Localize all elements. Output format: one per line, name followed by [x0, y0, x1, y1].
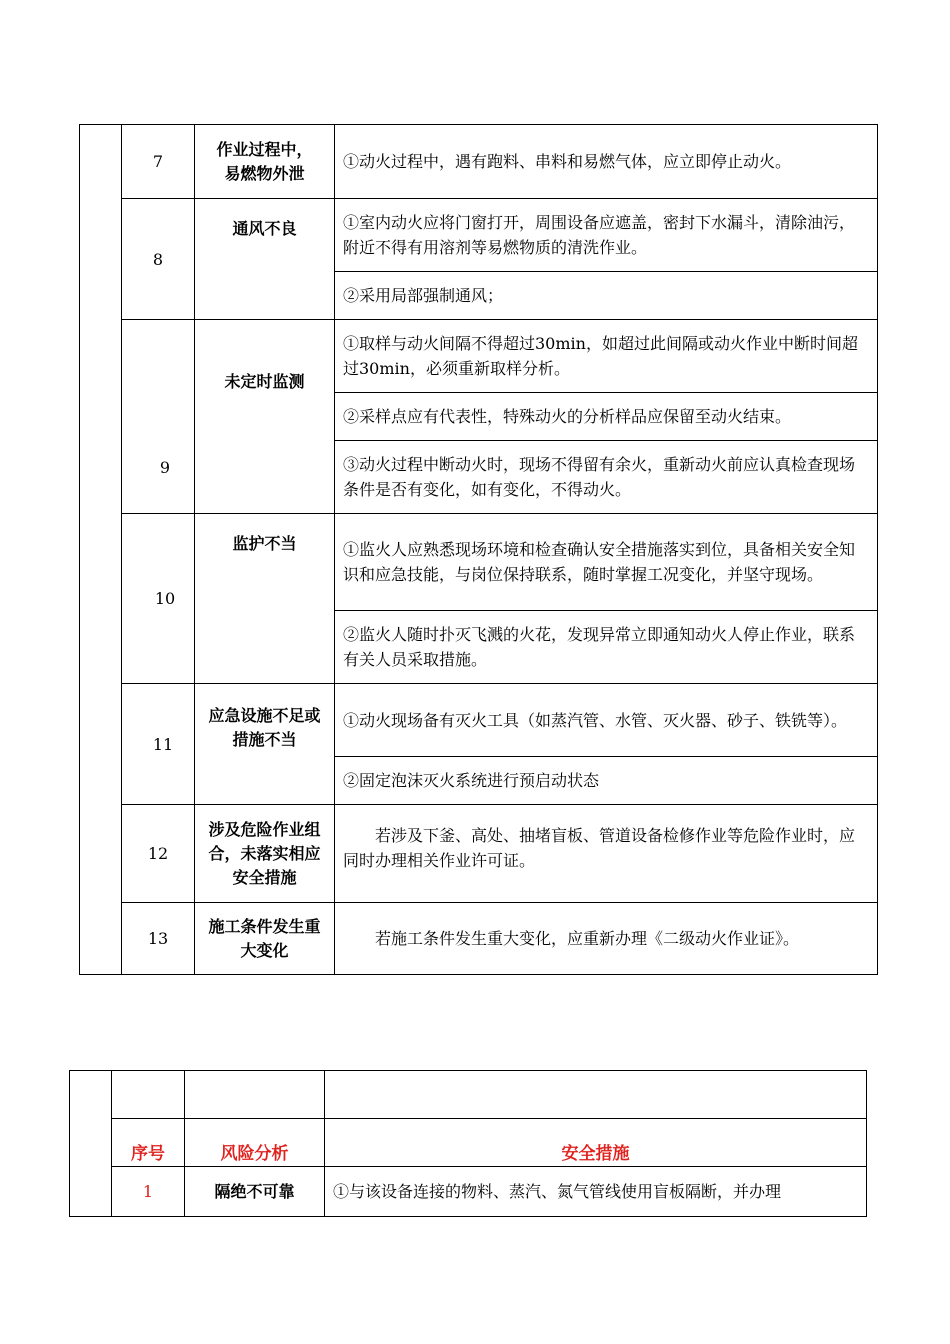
measure-cell: ①监火人应熟悉现场环境和检查确认安全措施落实到位，具备相关安全知识和应急技能，与岗位保持联系，随时掌握工况变化，并坚守现场。 [335, 514, 878, 611]
row-number: 1 [112, 1167, 185, 1217]
risk-cell: 通风不良 [195, 199, 335, 320]
measure-cell: ①动火过程中，遇有跑料、串料和易燃气体，应立即停止动火。 [335, 125, 878, 199]
row-number: 9 [122, 320, 195, 514]
blank-column [70, 1071, 112, 1217]
row-number: 12 [122, 805, 195, 903]
risk-cell: 未定时监测 [195, 320, 335, 514]
table-row [80, 684, 878, 757]
row-number: 8 [122, 199, 195, 320]
measure-cell: ①与该设备连接的物料、蒸汽、氮气管线使用盲板隔断，并办理 [325, 1167, 867, 1217]
risk-cell: 监护不当 [195, 514, 335, 684]
risk-cell: 施工条件发生重大变化 [195, 903, 335, 975]
header-measures: 安全措施 [325, 1119, 867, 1167]
measure-cell: ①室内动火应将门窗打开，周围设备应遮盖，密封下水漏斗，清除油污，附近不得有用溶剂等易燃物质的清洗作业。 [335, 199, 878, 272]
row-number: 11 [122, 684, 195, 805]
table-row [80, 903, 878, 975]
risk-cell: 涉及危险作业组合，未落实相应安全措施 [195, 805, 335, 903]
measure-cell: 若施工条件发生重大变化，应重新办理《二级动火作业证》。 [335, 903, 878, 975]
risk-cell: 隔绝不可靠 [185, 1167, 325, 1217]
blank-column [80, 125, 122, 975]
row-number: 10 [122, 514, 195, 684]
measure-cell: ②固定泡沫灭火系统进行预启动状态 [335, 757, 878, 805]
blank-cell [185, 1071, 325, 1119]
measure-cell: ②采样点应有代表性，特殊动火的分析样品应保留至动火结束。 [335, 393, 878, 441]
risk-cell: 作业过程中，易燃物外泄 [195, 125, 335, 199]
measure-cell: ②采用局部强制通风； [335, 272, 878, 320]
table-row [80, 199, 878, 272]
table-row [80, 514, 878, 611]
measure-cell: ①动火现场备有灭火工具（如蒸汽管、水管、灭火器、砂子、铁铣等）。 [335, 684, 878, 757]
table-row [80, 805, 878, 903]
measure-cell: 若涉及下釜、高处、抽堵盲板、管道设备检修作业等危险作业时，应同时办理相关作业许可证。 [335, 805, 878, 903]
table-row [70, 1167, 867, 1217]
measure-cell: ①取样与动火间隔不得超过30min，如超过此间隔或动火作业中断时间超过30min，必须重新取样分析。 [335, 320, 878, 393]
risk-table-2 [69, 1070, 867, 1217]
measure-cell: ③动火过程中断动火时，现场不得留有余火，重新动火前应认真检查现场条件是否有变化，如有变化，不得动火。 [335, 441, 878, 514]
measure-cell: ②监火人随时扑灭飞溅的火花，发现异常立即通知动火人停止作业，联系有关人员采取措施。 [335, 611, 878, 684]
header-number: 序号 [112, 1119, 185, 1167]
table-row [80, 125, 878, 199]
table-row [70, 1071, 867, 1119]
blank-cell [112, 1071, 185, 1119]
table-row [80, 320, 878, 393]
blank-cell [325, 1071, 867, 1119]
table-header-row [70, 1119, 867, 1167]
risk-table-1 [79, 124, 878, 975]
row-number: 13 [122, 903, 195, 975]
risk-cell: 应急设施不足或措施不当 [195, 684, 335, 805]
row-number: 7 [122, 125, 195, 199]
header-risk: 风险分析 [185, 1119, 325, 1167]
